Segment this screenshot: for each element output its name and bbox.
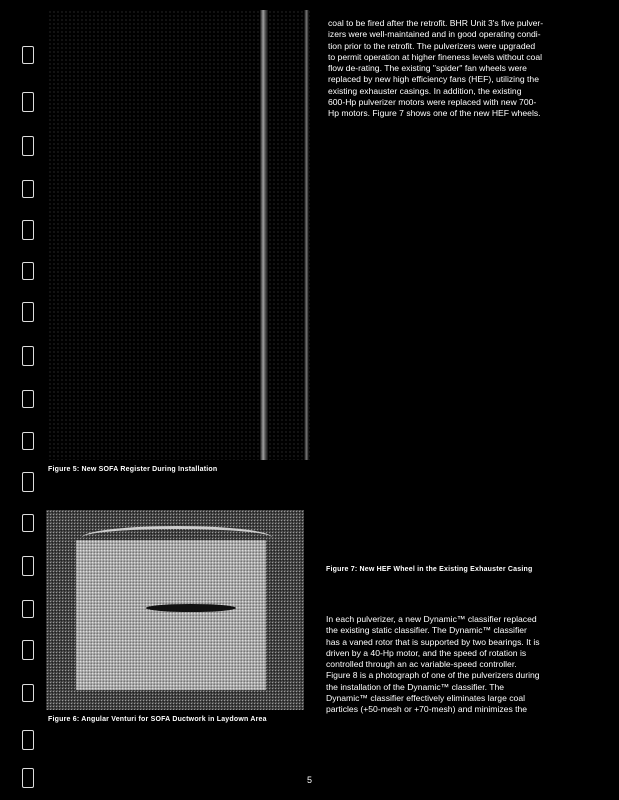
- paragraph-2: [326, 614, 540, 716]
- text-line: In each pulverizer, a new Dynamic™ classifier replaced: [326, 614, 537, 624]
- text-line: Hp motors. Figure 7 shows one of the new HEF wheels.: [328, 108, 541, 119]
- binding-mark: [22, 556, 34, 576]
- binding-mark: [22, 302, 34, 322]
- binding-mark: [22, 472, 34, 492]
- binding-mark: [22, 180, 34, 198]
- venturi-slot: [146, 604, 236, 612]
- text-line: tion prior to the retrofit. The pulverizers were upgraded: [328, 40, 536, 51]
- binding-mark: [22, 768, 34, 788]
- binding-mark: [22, 390, 34, 408]
- text-line: has a vaned rotor that is supported by two bearings. It is: [326, 636, 540, 647]
- text-line: izers were well-maintained and in good operating condi-: [328, 29, 541, 40]
- text-line: Dynamic™ classifier effectively eliminates large coal: [326, 693, 526, 704]
- page-number: 5: [307, 775, 313, 785]
- text-line: 600-Hp pulverizer motors were replaced with new 700-: [328, 97, 537, 108]
- binding-mark: [22, 46, 34, 64]
- binding-mark: [22, 730, 34, 750]
- figure5-photo: [48, 10, 310, 460]
- pipe-shape: [260, 10, 268, 460]
- figure5-caption: Figure 5: New SOFA Register During Installation: [48, 466, 218, 473]
- paragraph-1: [328, 18, 543, 120]
- binding-mark: [22, 220, 34, 240]
- text-line: controlled through an ac variable-speed controller.: [326, 659, 517, 670]
- binding-mark: [22, 640, 34, 660]
- binding-mark: [22, 600, 34, 618]
- binding-mark: [22, 262, 34, 280]
- text-line: flow de-rating. The existing "spider" fan wheels were: [328, 63, 527, 74]
- pipe-shape: [304, 10, 309, 460]
- binding-strip: [18, 40, 38, 800]
- text-line: particles (+50-mesh or +70-mesh) and minimizes the: [326, 704, 528, 715]
- text-line: to permit operation at higher fineness levels without coal: [328, 51, 543, 62]
- text-line: coal to be fired after the retrofit. BHR Unit 3's five pulver-: [328, 18, 544, 28]
- text-line: driven by a 40-Hp motor, and the speed of rotation is: [326, 647, 527, 658]
- binding-mark: [22, 92, 34, 112]
- binding-mark: [22, 432, 34, 450]
- binding-mark: [22, 684, 34, 702]
- text-line: Figure 8 is a photograph of one of the pulverizers during: [326, 670, 540, 681]
- figure6-caption: Figure 6: Angular Venturi for SOFA Ductwork in Laydown Area: [48, 716, 267, 723]
- text-line: the existing static classifier. The Dynamic™ classifier: [326, 625, 527, 636]
- figure6-photo: [46, 510, 304, 710]
- text-line: the installation of the Dynamic™ classifier. The: [326, 681, 505, 692]
- text-line: replaced by new high efficiency fans (HEF), utilizing the: [328, 74, 539, 85]
- binding-mark: [22, 514, 34, 532]
- binding-mark: [22, 346, 34, 366]
- text-line: existing exhauster casings. In addition, the existing: [328, 85, 522, 96]
- venturi-box: [76, 540, 266, 690]
- binding-mark: [22, 136, 34, 156]
- figure7-caption: Figure 7: New HEF Wheel in the Existing Exhauster Casing: [326, 566, 533, 573]
